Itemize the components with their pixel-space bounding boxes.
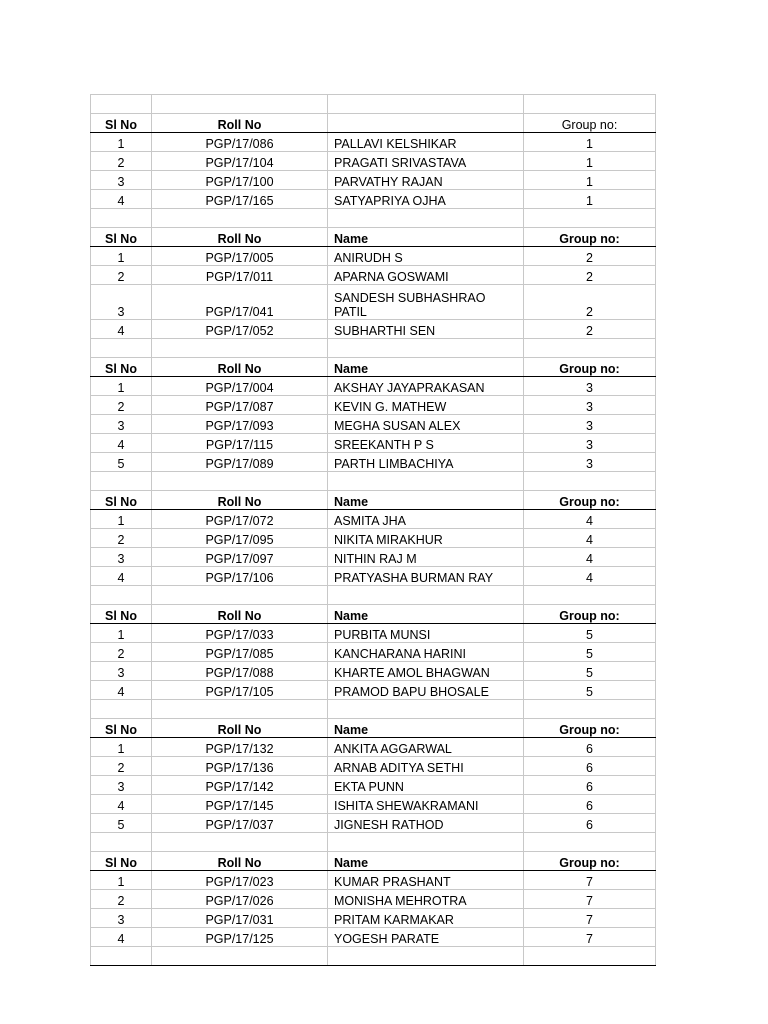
group-list-table (90, 94, 656, 966)
empty-cell (524, 586, 656, 605)
roll-no-cell: PGP/17/093 (152, 415, 328, 434)
sl-no-cell: 3 (91, 415, 152, 434)
member-row (91, 909, 656, 928)
roll-no-cell: PGP/17/165 (152, 190, 328, 209)
empty-cell (91, 947, 152, 966)
roll-no-cell: PGP/17/085 (152, 643, 328, 662)
roll-no-header: Roll No (152, 852, 328, 871)
name-header: Name (328, 228, 524, 247)
group-no-cell: 2 (524, 266, 656, 285)
group-header-row (91, 228, 656, 247)
member-row (91, 171, 656, 190)
member-row (91, 643, 656, 662)
roll-no-cell: PGP/17/115 (152, 434, 328, 453)
member-row (91, 624, 656, 643)
name-cell: SUBHARTHI SEN (328, 320, 524, 339)
name-cell: EKTA PUNN (328, 776, 524, 795)
roll-no-header: Roll No (152, 491, 328, 510)
group-no-header: Group no: (524, 114, 656, 133)
blank-row (91, 339, 656, 358)
name-cell: SREEKANTH P S (328, 434, 524, 453)
sl-no-cell: 3 (91, 285, 152, 320)
member-row (91, 510, 656, 529)
member-row (91, 795, 656, 814)
roll-no-header: Roll No (152, 605, 328, 624)
empty-cell (91, 472, 152, 491)
name-cell: SANDESH SUBHASHRAO PATIL (328, 285, 524, 320)
roll-no-cell: PGP/17/136 (152, 757, 328, 776)
roll-no-cell: PGP/17/087 (152, 396, 328, 415)
group-header-row (91, 358, 656, 377)
sl-no-cell: 5 (91, 453, 152, 472)
group-no-cell: 1 (524, 190, 656, 209)
group-no-cell: 7 (524, 928, 656, 947)
roll-no-cell: PGP/17/072 (152, 510, 328, 529)
name-cell: PRAGATI SRIVASTAVA (328, 152, 524, 171)
name-cell: AKSHAY JAYAPRAKASAN (328, 377, 524, 396)
sl-no-cell: 2 (91, 643, 152, 662)
sl-no-cell: 3 (91, 776, 152, 795)
member-row (91, 247, 656, 266)
empty-cell (524, 833, 656, 852)
member-row (91, 434, 656, 453)
group-no-cell: 1 (524, 171, 656, 190)
group-no-cell: 5 (524, 643, 656, 662)
member-row (91, 133, 656, 152)
sl-no-header: Sl No (91, 491, 152, 510)
roll-no-cell: PGP/17/033 (152, 624, 328, 643)
sl-no-cell: 1 (91, 510, 152, 529)
member-row (91, 662, 656, 681)
roll-no-cell: PGP/17/095 (152, 529, 328, 548)
group-no-header: Group no: (524, 852, 656, 871)
roll-no-cell: PGP/17/052 (152, 320, 328, 339)
roll-no-cell: PGP/17/089 (152, 453, 328, 472)
roll-no-cell: PGP/17/142 (152, 776, 328, 795)
empty-cell (328, 947, 524, 966)
sl-no-cell: 3 (91, 171, 152, 190)
name-header: Name (328, 719, 524, 738)
roll-no-header: Roll No (152, 719, 328, 738)
group-no-cell: 6 (524, 757, 656, 776)
member-row (91, 681, 656, 700)
sl-no-header: Sl No (91, 719, 152, 738)
empty-cell (91, 339, 152, 358)
empty-cell (328, 833, 524, 852)
sl-no-cell: 2 (91, 266, 152, 285)
blank-row (91, 700, 656, 719)
group-no-cell: 4 (524, 548, 656, 567)
blank-row (91, 947, 656, 966)
member-row (91, 453, 656, 472)
member-row (91, 320, 656, 339)
roll-no-cell: PGP/17/026 (152, 890, 328, 909)
group-no-cell: 6 (524, 814, 656, 833)
member-row (91, 396, 656, 415)
name-cell: PURBITA MUNSI (328, 624, 524, 643)
empty-cell (524, 339, 656, 358)
sl-no-cell: 3 (91, 909, 152, 928)
group-no-cell: 1 (524, 152, 656, 171)
roll-no-cell: PGP/17/004 (152, 377, 328, 396)
group-header-row (91, 491, 656, 510)
sl-no-header: Sl No (91, 852, 152, 871)
name-header (328, 114, 524, 133)
roll-no-cell: PGP/17/041 (152, 285, 328, 320)
roll-no-cell: PGP/17/100 (152, 171, 328, 190)
empty-cell (152, 339, 328, 358)
sl-no-cell: 4 (91, 928, 152, 947)
empty-cell (152, 472, 328, 491)
name-header: Name (328, 358, 524, 377)
empty-cell (152, 586, 328, 605)
name-cell: SATYAPRIYA OJHA (328, 190, 524, 209)
group-no-cell: 6 (524, 795, 656, 814)
name-cell: KUMAR PRASHANT (328, 871, 524, 890)
name-header: Name (328, 852, 524, 871)
sl-no-cell: 1 (91, 247, 152, 266)
name-cell: JIGNESH RATHOD (328, 814, 524, 833)
name-cell: ANKITA AGGARWAL (328, 738, 524, 757)
name-header: Name (328, 605, 524, 624)
roll-no-cell: PGP/17/023 (152, 871, 328, 890)
sl-no-cell: 4 (91, 795, 152, 814)
sl-no-cell: 1 (91, 377, 152, 396)
name-cell: PRAMOD BAPU BHOSALE (328, 681, 524, 700)
group-no-cell: 3 (524, 453, 656, 472)
empty-cell (524, 209, 656, 228)
roll-no-cell: PGP/17/031 (152, 909, 328, 928)
roll-no-cell: PGP/17/106 (152, 567, 328, 586)
empty-cell (524, 700, 656, 719)
group-no-cell: 2 (524, 285, 656, 320)
member-row (91, 567, 656, 586)
roll-no-cell: PGP/17/037 (152, 814, 328, 833)
group-no-cell: 4 (524, 567, 656, 586)
group-no-header: Group no: (524, 491, 656, 510)
empty-cell (91, 833, 152, 852)
empty-cell (91, 95, 152, 114)
group-header-row (91, 852, 656, 871)
empty-cell (152, 947, 328, 966)
blank-row (91, 833, 656, 852)
roll-no-header: Roll No (152, 228, 328, 247)
sl-no-cell: 4 (91, 681, 152, 700)
member-row (91, 266, 656, 285)
sl-no-cell: 3 (91, 548, 152, 567)
group-no-cell: 2 (524, 320, 656, 339)
name-cell: ASMITA JHA (328, 510, 524, 529)
name-cell: KANCHARANA HARINI (328, 643, 524, 662)
empty-cell (91, 209, 152, 228)
member-row (91, 776, 656, 795)
name-cell: NITHIN RAJ M (328, 548, 524, 567)
name-cell: PALLAVI KELSHIKAR (328, 133, 524, 152)
member-row (91, 529, 656, 548)
empty-cell (152, 833, 328, 852)
name-cell: MEGHA SUSAN ALEX (328, 415, 524, 434)
blank-row (91, 472, 656, 491)
empty-cell (524, 947, 656, 966)
empty-cell (328, 339, 524, 358)
roll-no-cell: PGP/17/104 (152, 152, 328, 171)
group-no-cell: 4 (524, 529, 656, 548)
group-header-row (91, 114, 656, 133)
sl-no-cell: 1 (91, 133, 152, 152)
empty-cell (328, 95, 524, 114)
group-no-header: Group no: (524, 605, 656, 624)
empty-cell (152, 95, 328, 114)
group-no-cell: 3 (524, 377, 656, 396)
sl-no-cell: 4 (91, 567, 152, 586)
group-no-cell: 7 (524, 909, 656, 928)
roll-no-header: Roll No (152, 114, 328, 133)
group-no-cell: 5 (524, 624, 656, 643)
name-cell: ARNAB ADITYA SETHI (328, 757, 524, 776)
member-row (91, 738, 656, 757)
roll-no-cell: PGP/17/086 (152, 133, 328, 152)
group-no-cell: 2 (524, 247, 656, 266)
roll-no-cell: PGP/17/105 (152, 681, 328, 700)
roll-no-cell: PGP/17/132 (152, 738, 328, 757)
sl-no-header: Sl No (91, 358, 152, 377)
name-cell: ISHITA SHEWAKRAMANI (328, 795, 524, 814)
member-row (91, 757, 656, 776)
empty-cell (328, 209, 524, 228)
sl-no-header: Sl No (91, 228, 152, 247)
member-row (91, 814, 656, 833)
sl-no-header: Sl No (91, 114, 152, 133)
sl-no-cell: 1 (91, 871, 152, 890)
name-cell: APARNA GOSWAMI (328, 266, 524, 285)
name-cell: ANIRUDH S (328, 247, 524, 266)
group-no-cell: 5 (524, 662, 656, 681)
group-no-header: Group no: (524, 358, 656, 377)
empty-cell (524, 472, 656, 491)
sl-no-cell: 2 (91, 152, 152, 171)
sl-no-cell: 1 (91, 624, 152, 643)
group-no-cell: 4 (524, 510, 656, 529)
name-cell: YOGESH PARATE (328, 928, 524, 947)
sl-no-cell: 2 (91, 890, 152, 909)
sl-no-cell: 4 (91, 434, 152, 453)
name-cell: PRITAM KARMAKAR (328, 909, 524, 928)
name-cell: PARVATHY RAJAN (328, 171, 524, 190)
blank-row (91, 586, 656, 605)
roll-no-cell: PGP/17/005 (152, 247, 328, 266)
member-row (91, 285, 656, 320)
blank-row (91, 209, 656, 228)
member-row (91, 548, 656, 567)
roll-no-cell: PGP/17/011 (152, 266, 328, 285)
sl-no-cell: 1 (91, 738, 152, 757)
roll-no-cell: PGP/17/125 (152, 928, 328, 947)
group-header-row (91, 719, 656, 738)
sl-no-cell: 4 (91, 320, 152, 339)
empty-cell (328, 586, 524, 605)
group-no-cell: 3 (524, 415, 656, 434)
sl-no-cell: 2 (91, 757, 152, 776)
member-row (91, 377, 656, 396)
sl-no-cell: 2 (91, 529, 152, 548)
empty-cell (91, 700, 152, 719)
name-cell: KHARTE AMOL BHAGWAN (328, 662, 524, 681)
group-no-header: Group no: (524, 719, 656, 738)
roll-no-cell: PGP/17/097 (152, 548, 328, 567)
sl-no-header: Sl No (91, 605, 152, 624)
group-header-row (91, 605, 656, 624)
roll-no-cell: PGP/17/145 (152, 795, 328, 814)
group-list-body (91, 95, 656, 966)
name-cell: NIKITA MIRAKHUR (328, 529, 524, 548)
roll-no-header: Roll No (152, 358, 328, 377)
member-row (91, 190, 656, 209)
name-header: Name (328, 491, 524, 510)
sl-no-cell: 4 (91, 190, 152, 209)
name-cell: PARTH LIMBACHIYA (328, 453, 524, 472)
empty-cell (328, 700, 524, 719)
sl-no-cell: 2 (91, 396, 152, 415)
name-cell: MONISHA MEHROTRA (328, 890, 524, 909)
name-cell: PRATYASHA BURMAN RAY (328, 567, 524, 586)
empty-cell (91, 586, 152, 605)
group-no-header: Group no: (524, 228, 656, 247)
member-row (91, 928, 656, 947)
group-no-cell: 7 (524, 871, 656, 890)
member-row (91, 152, 656, 171)
group-no-cell: 3 (524, 434, 656, 453)
empty-cell (524, 95, 656, 114)
sl-no-cell: 5 (91, 814, 152, 833)
roll-no-cell: PGP/17/088 (152, 662, 328, 681)
member-row (91, 415, 656, 434)
group-no-cell: 5 (524, 681, 656, 700)
member-row (91, 890, 656, 909)
group-no-cell: 6 (524, 738, 656, 757)
group-no-cell: 3 (524, 396, 656, 415)
name-cell: KEVIN G. MATHEW (328, 396, 524, 415)
member-row (91, 871, 656, 890)
group-no-cell: 6 (524, 776, 656, 795)
sl-no-cell: 3 (91, 662, 152, 681)
empty-cell (328, 472, 524, 491)
blank-row (91, 95, 656, 114)
group-no-cell: 7 (524, 890, 656, 909)
group-no-cell: 1 (524, 133, 656, 152)
empty-cell (152, 209, 328, 228)
empty-cell (152, 700, 328, 719)
